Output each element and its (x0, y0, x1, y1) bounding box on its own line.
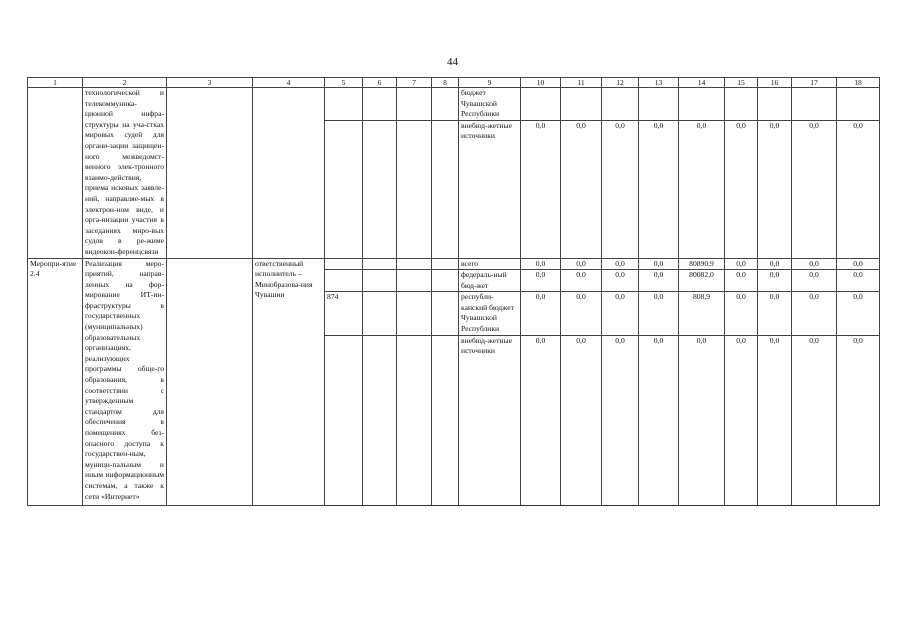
empty-cell (363, 258, 397, 270)
table-row (28, 88, 880, 121)
col-header: 9 (459, 78, 521, 88)
value-cell: 0,0 (639, 120, 679, 258)
col-header: 12 (602, 78, 639, 88)
value-cell: 0,0 (521, 335, 561, 505)
col-header: 1 (28, 78, 83, 88)
empty-cell (325, 258, 363, 270)
value-cell: 0,0 (639, 335, 679, 505)
empty-cell (325, 88, 363, 121)
col-header: 5 (325, 78, 363, 88)
value-cell: 0,0 (792, 335, 837, 505)
value-cell: 0,0 (725, 258, 758, 270)
value-cell: 0,0 (602, 292, 639, 335)
value-cell (792, 88, 837, 121)
budget-table (27, 77, 880, 506)
empty-cell (167, 258, 253, 505)
empty-cell (432, 258, 459, 270)
value-cell: 808,9 (679, 292, 725, 335)
value-cell: 0,0 (837, 120, 880, 258)
event-description: технологической и телекоммуника-ционной инфра-структуры на уча-стках мировых судей для органи-зации защищен-ного межведомст-венного элек-тронного взаимо-действия, приема исковых заявле-ний, направляе-мых в электрон-ном виде, и орга-низации участия в заседаниях миро-вых судов в ре-жиме видеокон-ференцсвязи (83, 88, 167, 259)
value-cell: 0,0 (725, 120, 758, 258)
empty-cell (432, 88, 459, 121)
value-cell (639, 88, 679, 121)
value-cell: 0,0 (725, 335, 758, 505)
value-cell (837, 88, 880, 121)
value-cell: 0,0 (679, 120, 725, 258)
empty-cell (325, 335, 363, 505)
empty-cell (167, 88, 253, 259)
value-cell (725, 88, 758, 121)
empty-cell (325, 120, 363, 258)
empty-cell (397, 88, 432, 121)
col-header: 15 (725, 78, 758, 88)
value-cell: 0,0 (639, 292, 679, 335)
value-cell: 0,0 (679, 335, 725, 505)
value-cell: 0,0 (521, 292, 561, 335)
value-cell: 0,0 (602, 120, 639, 258)
col-header: 10 (521, 78, 561, 88)
funding-source: внебюд-жетные источники (459, 335, 521, 505)
value-cell: 0,0 (758, 292, 792, 335)
value-cell (521, 88, 561, 121)
value-cell: 0,0 (639, 258, 679, 270)
code-cell: 874 (325, 292, 363, 335)
value-cell: 0,0 (758, 120, 792, 258)
value-cell: 0,0 (521, 270, 561, 292)
value-cell: 0,0 (521, 120, 561, 258)
col-header: 8 (432, 78, 459, 88)
value-cell (679, 88, 725, 121)
executor: ответственный исполнитель – Минобразова-ния Чувашии (253, 258, 325, 505)
value-cell: 0,0 (758, 270, 792, 292)
value-cell: 0,0 (602, 335, 639, 505)
value-cell: 0,0 (792, 292, 837, 335)
value-cell: 0,0 (837, 292, 880, 335)
col-header: 6 (363, 78, 397, 88)
page-number: 44 (447, 56, 458, 68)
empty-cell (363, 270, 397, 292)
value-cell (602, 88, 639, 121)
value-cell: 0,0 (561, 292, 602, 335)
value-cell: 0,0 (602, 258, 639, 270)
col-header: 4 (253, 78, 325, 88)
value-cell: 0,0 (561, 270, 602, 292)
value-cell: 0,0 (837, 270, 880, 292)
col-header: 3 (167, 78, 253, 88)
empty-cell (397, 335, 432, 505)
event-cell (28, 88, 83, 259)
value-cell: 0,0 (561, 258, 602, 270)
col-header: 7 (397, 78, 432, 88)
empty-cell (363, 292, 397, 335)
empty-cell (432, 292, 459, 335)
empty-cell (363, 88, 397, 121)
col-header: 18 (837, 78, 880, 88)
value-cell: 0,0 (725, 292, 758, 335)
funding-source: федераль-ный бюд-жет (459, 270, 521, 292)
value-cell: 0,0 (639, 270, 679, 292)
value-cell: 0,0 (758, 258, 792, 270)
value-cell: 0,0 (792, 120, 837, 258)
col-header: 11 (561, 78, 602, 88)
value-cell: 0,0 (837, 258, 880, 270)
col-header: 13 (639, 78, 679, 88)
empty-cell (432, 120, 459, 258)
header-row (28, 78, 880, 88)
empty-cell (363, 335, 397, 505)
event-label: Меропри-ятие 2.4 (28, 258, 83, 505)
empty-cell (397, 120, 432, 258)
empty-cell (363, 120, 397, 258)
col-header: 17 (792, 78, 837, 88)
table-row (28, 258, 880, 270)
funding-source: республи-канский бюджет Чувашской Республики (459, 292, 521, 335)
value-cell: 0,0 (792, 258, 837, 270)
funding-source: бюджет Чувашской Республики (459, 88, 521, 121)
value-cell (561, 88, 602, 121)
value-cell: 0,0 (792, 270, 837, 292)
empty-cell (325, 270, 363, 292)
value-cell: 0,0 (561, 120, 602, 258)
funding-source: всего (459, 258, 521, 270)
value-cell: 0,0 (758, 335, 792, 505)
empty-cell (432, 270, 459, 292)
empty-cell (397, 270, 432, 292)
funding-source: внебюд-жетные источники (459, 120, 521, 258)
col-header: 2 (83, 78, 167, 88)
empty-cell (397, 292, 432, 335)
value-cell: 0,0 (521, 258, 561, 270)
empty-cell (397, 258, 432, 270)
col-header: 16 (758, 78, 792, 88)
value-cell: 0,0 (837, 335, 880, 505)
value-cell: 80890,9 (679, 258, 725, 270)
empty-cell (253, 88, 325, 259)
event-description: Реализация меро-приятий, направ-ленных на фор-мирование ИТ-ин-фраструктуры в государственных (муниципальных) образовательных организациях, реализующих программы обще-го образования, в соответствии с утвержденным стандартом для обеспечения в помещениях без-опасного доступа к государствен-ным, муници-пальным и иным информационным системам, а также к сети «Интернет» (83, 258, 167, 505)
value-cell: 0,0 (602, 270, 639, 292)
value-cell: 0,0 (561, 335, 602, 505)
value-cell (758, 88, 792, 121)
empty-cell (432, 335, 459, 505)
value-cell: 0,0 (725, 270, 758, 292)
col-header: 14 (679, 78, 725, 88)
value-cell: 80082,0 (679, 270, 725, 292)
